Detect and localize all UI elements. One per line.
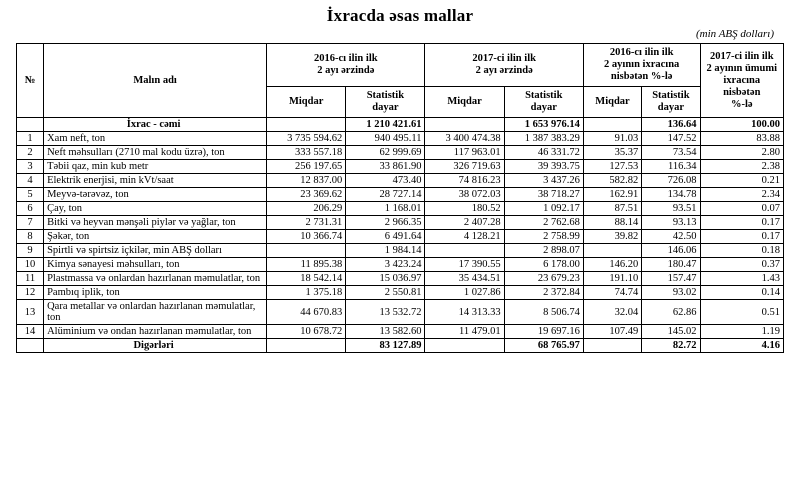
row-s2016: 1 168.01 [346,202,425,216]
row-ratio-s: 180.47 [642,258,700,272]
row-ratio-s: 93.02 [642,286,700,300]
row-q2017: 17 390.55 [425,258,504,272]
row-q2017: 180.52 [425,202,504,216]
row-s2017: 39 393.75 [504,160,583,174]
header-ratio-miqdar: Miqdar [583,87,641,118]
row-ratio-q: 91.03 [583,132,641,146]
row-ratio-s: 116.34 [642,160,700,174]
row-s2017: 2 372.84 [504,286,583,300]
table-row [17,230,784,244]
row-q2016 [267,118,346,132]
row-s2017: 3 437.26 [504,174,583,188]
table-row [17,325,784,339]
row-s2017: 23 679.23 [504,272,583,286]
row-ratio-s: 62.86 [642,300,700,325]
row-ratio-s: 93.51 [642,202,700,216]
row-s2016: 62 999.69 [346,146,425,160]
row-s2016: 3 423.24 [346,258,425,272]
row-no: 1 [17,132,44,146]
table-row [17,244,784,258]
row-ratio-q: 35.37 [583,146,641,160]
row-q2016: 256 197.65 [267,160,346,174]
row-q2016: 3 735 594.62 [267,132,346,146]
row-s2017: 1 387 383.29 [504,132,583,146]
header-2017-miqdar: Miqdar [425,87,504,118]
table-row-total [17,118,784,132]
row-ratio-q: 191.10 [583,272,641,286]
page-title: İxracda əsas mallar [326,6,474,25]
row-label: Digərləri [44,339,267,353]
row-s2017: 19 697.16 [504,325,583,339]
row-ratio-q [583,118,641,132]
row-no: 9 [17,244,44,258]
row-label: Şəkər, ton [44,230,267,244]
row-ratio-q: 32.04 [583,300,641,325]
header-group-2017: 2017-ci ilin ilk 2 ayı ərzində [425,44,583,87]
row-s2016: 473.40 [346,174,425,188]
row-label: Elektrik enerjisi, min kVt/saat [44,174,267,188]
row-ratio-total: 0.17 [700,216,783,230]
row-label: Kimya sənayesi məhsulları, ton [44,258,267,272]
row-ratio-total: 0.21 [700,174,783,188]
row-q2017: 38 072.03 [425,188,504,202]
row-q2016 [267,339,346,353]
row-no: 10 [17,258,44,272]
row-label: İxrac - cəmi [44,118,267,132]
row-q2016: 12 837.00 [267,174,346,188]
row-s2016: 1 210 421.61 [346,118,425,132]
row-ratio-total: 2.38 [700,160,783,174]
table-row [17,146,784,160]
row-ratio-total: 2.34 [700,188,783,202]
row-s2017: 1 653 976.14 [504,118,583,132]
row-no: 12 [17,286,44,300]
row-q2017: 4 128.21 [425,230,504,244]
table-row [17,272,784,286]
row-ratio-total: 1.43 [700,272,783,286]
row-ratio-total: 0.14 [700,286,783,300]
table-row [17,132,784,146]
row-s2016: 1 984.14 [346,244,425,258]
row-ratio-total: 0.18 [700,244,783,258]
row-s2016: 940 495.11 [346,132,425,146]
header-ratio-statistik-dayar: Statistik dayar [642,87,700,118]
row-q2016: 44 670.83 [267,300,346,325]
table-row [17,216,784,230]
row-ratio-q: 107.49 [583,325,641,339]
row-label: Spirtli və spirtsiz içkilər, min ABŞ dolları [44,244,267,258]
row-q2017: 35 434.51 [425,272,504,286]
row-no: 7 [17,216,44,230]
row-no [17,118,44,132]
row-ratio-q: 127.53 [583,160,641,174]
row-q2017: 74 816.23 [425,174,504,188]
exports-table [16,43,784,353]
table-row [17,160,784,174]
row-label: Alüminium və ondan hazırlanan məmulatlar, ton [44,325,267,339]
row-ratio-s: 147.52 [642,132,700,146]
row-ratio-s: 146.06 [642,244,700,258]
row-s2016: 15 036.97 [346,272,425,286]
header-name: Malın adı [44,44,267,118]
header-2016-statistik-dayar: Statistik dayar [346,87,425,118]
row-s2016: 13 582.60 [346,325,425,339]
row-ratio-total: 0.17 [700,230,783,244]
row-q2017 [425,244,504,258]
row-q2016 [267,244,346,258]
row-s2017: 2 898.07 [504,244,583,258]
row-no: 6 [17,202,44,216]
row-no: 13 [17,300,44,325]
row-ratio-total: 2.80 [700,146,783,160]
row-s2016: 2 550.81 [346,286,425,300]
row-ratio-q: 582.82 [583,174,641,188]
row-s2017: 2 758.99 [504,230,583,244]
row-ratio-s: 82.72 [642,339,700,353]
row-ratio-total: 83.88 [700,132,783,146]
row-q2016: 23 369.62 [267,188,346,202]
row-ratio-total: 0.51 [700,300,783,325]
row-s2017: 2 762.68 [504,216,583,230]
row-q2016: 206.29 [267,202,346,216]
row-s2017: 46 331.72 [504,146,583,160]
row-label: Plastmassa və onlardan hazırlanan məmulatlar, ton [44,272,267,286]
row-s2016: 6 491.64 [346,230,425,244]
row-q2017 [425,118,504,132]
header-group-2016: 2016-cı ilin ilk 2 ayı ərzində [267,44,425,87]
row-s2016: 2 966.35 [346,216,425,230]
document-page [0,6,800,490]
row-s2016: 13 532.72 [346,300,425,325]
row-ratio-total: 0.07 [700,202,783,216]
row-q2017: 326 719.63 [425,160,504,174]
row-q2016: 18 542.14 [267,272,346,286]
header-group-2017-ratio: 2017-ci ilin ilk 2 ayının ümumi ixracına nisbətən %-lə [700,44,783,118]
table-row-other [17,339,784,353]
row-ratio-q: 87.51 [583,202,641,216]
row-ratio-s: 157.47 [642,272,700,286]
row-ratio-q: 162.91 [583,188,641,202]
row-q2016: 2 731.31 [267,216,346,230]
row-ratio-q: 39.82 [583,230,641,244]
row-ratio-s: 134.78 [642,188,700,202]
row-ratio-total: 1.19 [700,325,783,339]
row-label: Təbii qaz, min kub metr [44,160,267,174]
row-label: Qara metallar və onlardan hazırlanan məmulatlar, ton [44,300,267,325]
row-ratio-s: 42.50 [642,230,700,244]
table-body [17,118,784,353]
row-q2017: 2 407.28 [425,216,504,230]
row-label: Neft məhsulları (2710 mal kodu üzrə), ton [44,146,267,160]
row-q2017: 1 027.86 [425,286,504,300]
row-s2016: 83 127.89 [346,339,425,353]
row-ratio-s: 726.08 [642,174,700,188]
row-label: Bitki və heyvan mənşəli piylər və yağlar, ton [44,216,267,230]
row-q2017 [425,339,504,353]
row-no: 11 [17,272,44,286]
row-q2016: 1 375.18 [267,286,346,300]
row-ratio-q: 88.14 [583,216,641,230]
row-label: Xam neft, ton [44,132,267,146]
row-label: Meyvə-tərəvəz, ton [44,188,267,202]
row-q2017: 3 400 474.38 [425,132,504,146]
row-ratio-q [583,244,641,258]
table-row [17,174,784,188]
row-q2017: 117 963.01 [425,146,504,160]
row-q2016: 11 895.38 [267,258,346,272]
row-ratio-q: 146.20 [583,258,641,272]
row-ratio-s: 93.13 [642,216,700,230]
table-row [17,202,784,216]
header-2016-miqdar: Miqdar [267,87,346,118]
row-q2017: 14 313.33 [425,300,504,325]
row-s2017: 6 178.00 [504,258,583,272]
row-ratio-q: 74.74 [583,286,641,300]
row-no [17,339,44,353]
row-q2017: 11 479.01 [425,325,504,339]
row-label: Pambıq iplik, ton [44,286,267,300]
row-ratio-q [583,339,641,353]
row-s2016: 28 727.14 [346,188,425,202]
unit-note: (min ABŞ dolları) [695,28,774,40]
row-no: 4 [17,174,44,188]
row-s2016: 33 861.90 [346,160,425,174]
row-no: 14 [17,325,44,339]
row-s2017: 38 718.27 [504,188,583,202]
row-ratio-total: 0.37 [700,258,783,272]
table-row [17,286,784,300]
row-s2017: 1 092.17 [504,202,583,216]
header-no: № [17,44,44,118]
table-row [17,258,784,272]
row-ratio-total: 4.16 [700,339,783,353]
row-ratio-s: 73.54 [642,146,700,160]
table-head [17,44,784,118]
row-s2017: 68 765.97 [504,339,583,353]
table-row [17,300,784,325]
row-no: 8 [17,230,44,244]
row-q2016: 10 366.74 [267,230,346,244]
header-group-2016-ratio: 2016-cı ilin ilk 2 ayının ixracına nisbətən %-lə [583,44,700,87]
table-row [17,188,784,202]
row-label: Çay, ton [44,202,267,216]
row-s2017: 8 506.74 [504,300,583,325]
header-2017-statistik-dayar: Statistik dayar [504,87,583,118]
row-no: 3 [17,160,44,174]
row-no: 2 [17,146,44,160]
row-ratio-s: 136.64 [642,118,700,132]
row-ratio-s: 145.02 [642,325,700,339]
row-q2016: 333 557.18 [267,146,346,160]
header-row-groups [17,44,784,87]
row-no: 5 [17,188,44,202]
row-q2016: 10 678.72 [267,325,346,339]
row-ratio-total: 100.00 [700,118,783,132]
